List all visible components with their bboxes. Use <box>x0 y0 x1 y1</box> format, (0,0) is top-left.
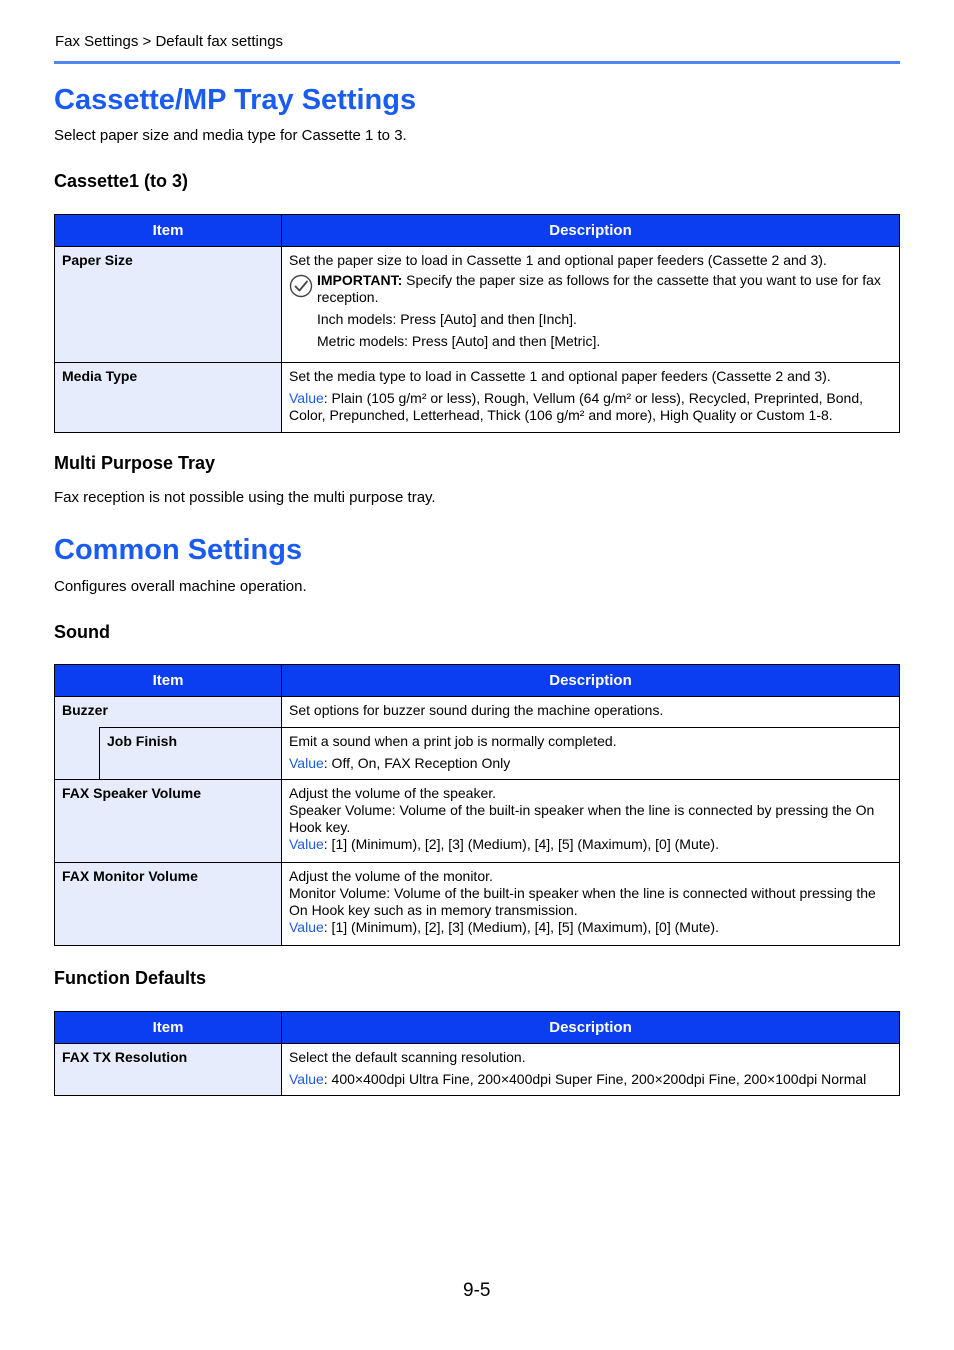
value-label: Value <box>289 836 324 852</box>
column-header-description: Description <box>282 665 900 697</box>
column-header-item: Item <box>55 215 282 247</box>
checkmark-circle-icon <box>289 274 313 298</box>
column-header-item: Item <box>55 1012 282 1044</box>
monitor-values: : [1] (Minimum), [2], [3] (Medium), [4], [5] (Maximum), [0] (Mute). <box>323 919 719 935</box>
monitor-desc-1: Adjust the volume of the monitor. <box>289 868 493 884</box>
item-fax-speaker-volume: FAX Speaker Volume <box>55 780 282 863</box>
important-label: IMPORTANT: <box>317 272 403 288</box>
description-fax-monitor-volume <box>282 863 900 946</box>
important-note <box>289 272 892 306</box>
description-fax-tx-resolution <box>282 1044 900 1096</box>
important-text: Specify the paper size as follows for the cassette that you want to use for fax reception. <box>317 272 881 305</box>
table-row <box>55 247 900 363</box>
job-finish-values: : Off, On, FAX Reception Only <box>323 755 511 771</box>
table-row <box>55 780 900 863</box>
item-fax-tx-resolution: FAX TX Resolution <box>55 1044 282 1096</box>
item-fax-monitor-volume: FAX Monitor Volume <box>55 863 282 946</box>
breadcrumb: Fax Settings > Default fax settings <box>55 33 284 50</box>
table-row <box>55 697 900 728</box>
description-buzzer: Set options for buzzer sound during the machine operations. <box>282 697 900 728</box>
job-finish-desc: Emit a sound when a print job is normally completed. <box>289 733 617 749</box>
metric-models-text: Metric models: Press [Auto] and then [Metric]. <box>317 333 601 349</box>
page-title-cassette: Cassette/MP Tray Settings <box>54 84 417 116</box>
table-row <box>55 363 900 433</box>
function-defaults-table <box>54 1011 900 1096</box>
indent-cell <box>55 728 100 780</box>
sound-heading: Sound <box>54 622 110 642</box>
description-paper-size <box>282 247 900 363</box>
column-header-description: Description <box>282 215 900 247</box>
table-header-row <box>55 1012 900 1044</box>
description-fax-speaker-volume <box>282 780 900 863</box>
paper-size-desc: Set the paper size to load in Cassette 1 and optional paper feeders (Cassette 2 and 3). <box>289 252 827 268</box>
page-number: 9-5 <box>463 1280 491 1301</box>
column-header-description: Description <box>282 1012 900 1044</box>
cassette-lead: Select paper size and media type for Cassette 1 to 3. <box>54 127 407 144</box>
table-header-row <box>55 215 900 247</box>
column-header-item: Item <box>55 665 282 697</box>
table-header-row <box>55 665 900 697</box>
table-row <box>55 728 900 780</box>
function-defaults-heading: Function Defaults <box>54 968 206 988</box>
item-job-finish: Job Finish <box>100 728 282 780</box>
value-label: Value <box>289 755 324 771</box>
cassette-table <box>54 214 900 433</box>
monitor-desc-2: Monitor Volume: Volume of the built-in speaker when the line is connected without pressing the On Hook key such as in memory transmission. <box>289 885 876 918</box>
description-job-finish <box>282 728 900 780</box>
speaker-desc-2: Speaker Volume: Volume of the built-in speaker when the line is connected by pressing the On Hook key. <box>289 802 875 835</box>
sound-table <box>54 664 900 946</box>
item-paper-size: Paper Size <box>55 247 282 363</box>
value-label: Value <box>289 390 324 406</box>
item-buzzer: Buzzer <box>55 697 282 728</box>
tx-resolution-desc: Select the default scanning resolution. <box>289 1049 526 1065</box>
value-label: Value <box>289 1071 324 1087</box>
media-type-values: : Plain (105 g/m² or less), Rough, Vellum (64 g/m² or less), Recycled, Preprinted, Bond, Color, Prepunched, Letterhead, Thick (106 g/m² and more), High Quality or Custom 1-8. <box>289 390 864 423</box>
speaker-desc-1: Adjust the volume of the speaker. <box>289 785 497 801</box>
table-row <box>55 1044 900 1096</box>
tx-resolution-values: : 400×400dpi Ultra Fine, 200×400dpi Super Fine, 200×200dpi Fine, 200×100dpi Normal <box>323 1071 867 1087</box>
header-rule <box>54 61 900 64</box>
multi-purpose-tray-text: Fax reception is not possible using the multi purpose tray. <box>54 489 436 506</box>
value-label: Value <box>289 919 324 935</box>
description-media-type <box>282 363 900 433</box>
inch-models-text: Inch models: Press [Auto] and then [Inch]. <box>317 311 577 327</box>
multi-purpose-tray-heading: Multi Purpose Tray <box>54 453 216 473</box>
cassette-heading: Cassette1 (to 3) <box>54 171 189 191</box>
speaker-values: : [1] (Minimum), [2], [3] (Medium), [4], [5] (Maximum), [0] (Mute). <box>323 836 719 852</box>
page-title-common: Common Settings <box>54 534 303 566</box>
item-media-type: Media Type <box>55 363 282 433</box>
media-type-desc: Set the media type to load in Cassette 1 and optional paper feeders (Cassette 2 and 3). <box>289 368 831 384</box>
table-row <box>55 863 900 946</box>
common-lead: Configures overall machine operation. <box>54 578 307 595</box>
